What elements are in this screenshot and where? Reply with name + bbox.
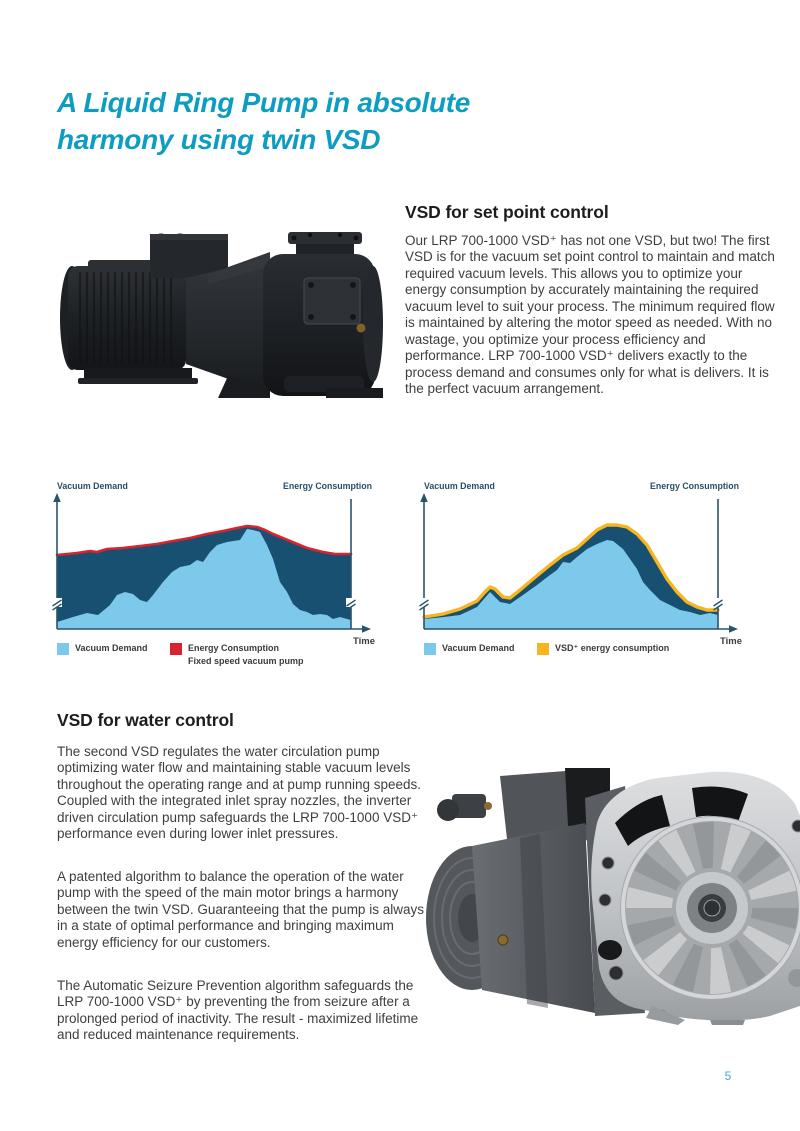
legend-label: Vacuum Demand bbox=[442, 643, 515, 653]
chart-xlabel-time: Time bbox=[352, 636, 375, 647]
paragraph-water-control-3: The Automatic Seizure Prevention algorithm safeguards the LRP 700-1000 VSD⁺ by preventing the from seizure after a prolonged period of inactivity. The result - maximized lifetime and reduced maintenance requirements. bbox=[57, 978, 419, 1043]
legend-energy-consumption bbox=[170, 642, 304, 667]
legend-label: Energy Consumption Fixed speed vacuum pump bbox=[188, 643, 304, 666]
pump-body bbox=[263, 232, 383, 398]
x-axis-arrow bbox=[729, 625, 738, 633]
chart-vsd bbox=[419, 480, 749, 680]
heading-water-control: VSD for water control bbox=[57, 710, 234, 730]
chart-series bbox=[424, 525, 718, 629]
chart-ylabel-vacuum-demand: Vacuum Demand bbox=[424, 481, 495, 491]
legend-swatch-energy-consumption bbox=[170, 643, 182, 655]
x-axis-arrow bbox=[362, 625, 371, 633]
paragraph-set-point-control: Our LRP 700-1000 VSD⁺ has not one VSD, but two! The first VSD is for the vacuum set point control to maintain and match required vacuum levels. This allows you to optimize your energy consumption by accurately maintaining the required vacuum level to suit your process. The minimum required flow is maintained by altering the motor speed as needed. With no wastage, you optimize your process efficiency and performance. LRP 700-1000 VSD⁺ delivers exactly to the process demand and consumes only for what is delivers. It is the perfect vacuum arrangement. bbox=[405, 233, 775, 397]
chart-ylabel-vacuum-demand: Vacuum Demand bbox=[57, 481, 128, 491]
page-title bbox=[57, 84, 470, 158]
area-plot bbox=[52, 492, 377, 644]
legend-vacuum-demand bbox=[57, 642, 148, 655]
y-axis-arrow bbox=[420, 493, 428, 502]
paragraph-water-control-1: The second VSD regulates the water circulation pump optimizing water flow and maintaining stable vacuum levels throughout the operating range and at pump running speeds. Coupled with the integrated inlet spray nozzles, the inverter driven circulation pump safeguards the LRP 700-1000 VSD⁺ performance even during lower inlet pressures. bbox=[57, 744, 422, 842]
water-pump-impeller bbox=[620, 816, 800, 1000]
chart-ylabel-energy-consumption: Energy Consumption bbox=[283, 481, 372, 491]
chart-fixed-speed bbox=[52, 480, 382, 680]
legend-swatch-vsd-energy bbox=[537, 643, 549, 655]
heading-set-point-control: VSD for set point control bbox=[405, 202, 609, 222]
legend-swatch-vacuum-demand bbox=[424, 643, 436, 655]
liquid-ring-pump-photo bbox=[58, 226, 383, 398]
chart-xlabel-time: Time bbox=[719, 636, 742, 647]
y-axis-arrow bbox=[53, 493, 61, 502]
page-title-line2: harmony using twin VSD bbox=[57, 124, 381, 155]
legend-label: VSD⁺ energy consumption bbox=[555, 643, 670, 653]
legend-label: Vacuum Demand bbox=[75, 643, 148, 653]
paragraph-water-control-2: A patented algorithm to balance the operation of the water pump with the speed of the main motor brings a harmony between the twin VSD. Guaranteeing that the pump is always in a state of optimal performance and bringing maximum energy efficiency for our customers. bbox=[57, 869, 424, 950]
chart-ylabel-energy-consumption: Energy Consumption bbox=[650, 481, 739, 491]
page-number: 5 bbox=[724, 1069, 732, 1083]
chart-series bbox=[57, 526, 351, 629]
pump-motor bbox=[60, 260, 198, 384]
area-plot bbox=[419, 492, 744, 644]
legend-vacuum-demand bbox=[424, 642, 515, 655]
water-circulation-pump-photo bbox=[400, 768, 800, 1025]
legend-swatch-vacuum-demand bbox=[57, 643, 69, 655]
legend-vsd-energy bbox=[537, 642, 669, 655]
page-title-line1: A Liquid Ring Pump in absolute bbox=[57, 87, 471, 118]
